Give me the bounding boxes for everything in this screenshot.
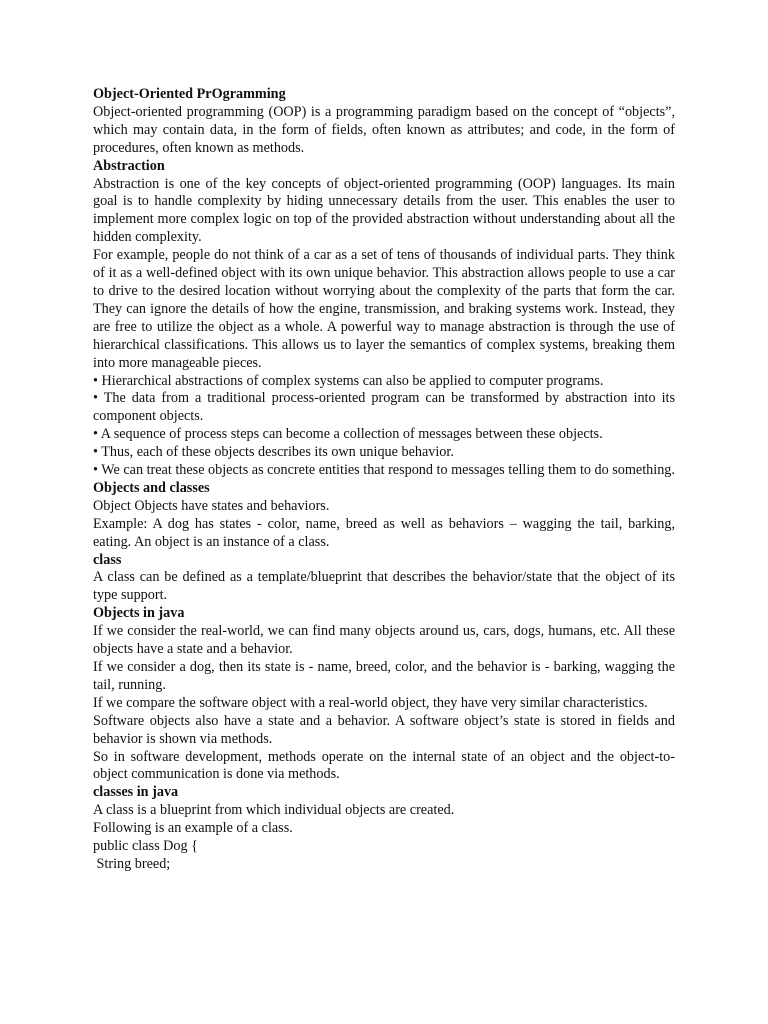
class-definition-paragraph: A class can be defined as a template/blueprint that describes the behavior/state that the object of its type support.: [93, 569, 675, 604]
blueprint-paragraph: A class is a blueprint from which individual objects are created.: [93, 802, 455, 819]
code-line-field-breed: String breed;: [93, 855, 171, 872]
bullet-unique-behavior: • Thus, each of these objects describes its own unique behavior.: [93, 444, 454, 461]
code-line-class-declaration: public class Dog {: [93, 838, 198, 855]
objects-classes-heading: Objects and classes: [93, 479, 210, 496]
abstraction-heading: Abstraction: [93, 157, 165, 174]
bullet-process-steps: • A sequence of process steps can become a collection of messages between these objects.: [93, 426, 603, 443]
software-compare-paragraph: If we compare the software object with a real-world object, they have very similar characteristics.: [93, 694, 648, 711]
dog-state-paragraph: If we consider a dog, then its state is - name, breed, color, and the behavior is - barking, wagging the tail, running.: [93, 659, 675, 693]
methods-paragraph: So in software development, methods operate on the internal state of an object and the object-to-object communication is done via methods.: [93, 748, 675, 783]
example-intro-paragraph: Following is an example of a class.: [93, 820, 293, 837]
objects-in-java-heading: Objects in java: [93, 605, 185, 622]
document-page: [93, 86, 675, 874]
bullet-concrete-entities: • We can treat these objects as concrete entities that respond to messages telling them to do something.: [93, 462, 675, 479]
oop-definition-paragraph: Object-oriented programming (OOP) is a programming paradigm based on the concept of “objects”, which may contain data, in the form of fields, often known as attributes; and code, in the form of procedures, often known as methods.: [93, 103, 675, 156]
bullet-hierarchical: • Hierarchical abstractions of complex systems can also be applied to computer programs.: [93, 372, 604, 389]
software-state-paragraph: Software objects also have a state and a behavior. A software object’s state is stored in fields and behavior is shown via methods.: [93, 712, 675, 747]
objects-states-paragraph: Object Objects have states and behaviors.: [93, 497, 330, 514]
class-heading: class: [93, 551, 122, 568]
dog-example-paragraph: Example: A dog has states - color, name, breed as well as behaviors – wagging the tail, barking, eating. An object is an instance of a class.: [93, 515, 675, 550]
bullet-data-transform: • The data from a traditional process-oriented program can be transformed by abstraction into its component objects.: [93, 390, 675, 425]
classes-in-java-heading: classes in java: [93, 784, 179, 801]
real-world-paragraph: If we consider the real-world, we can find many objects around us, cars, dogs, humans, etc. All these objects have a state and a behavior.: [93, 623, 675, 658]
abstraction-paragraph: Abstraction is one of the key concepts of object-oriented programming (OOP) languages. Its main goal is to handle complexity by hiding unnecessary details from the user. This enables the user to implement more complex logic on top of the provided abstraction without understanding about all the hidden complexity.: [93, 175, 675, 246]
car-example-paragraph: For example, people do not think of a car as a set of tens of thousands of individual parts. They think of it as a well-defined object with its own unique behavior. This abstraction allows people to use a car to drive to the desired location without worrying about the complexity of the parts that form the car. They can ignore the details of how the engine, transmission, and braking systems work. Instead, they are free to utilize the object as a whole. A powerful way to manage abstraction is through the use of hierarchical classifications. This allows us to layer the semantics of complex systems, breaking them into more manageable pieces.: [93, 247, 675, 371]
document-title: Object-Oriented PrOgramming: [93, 86, 286, 102]
